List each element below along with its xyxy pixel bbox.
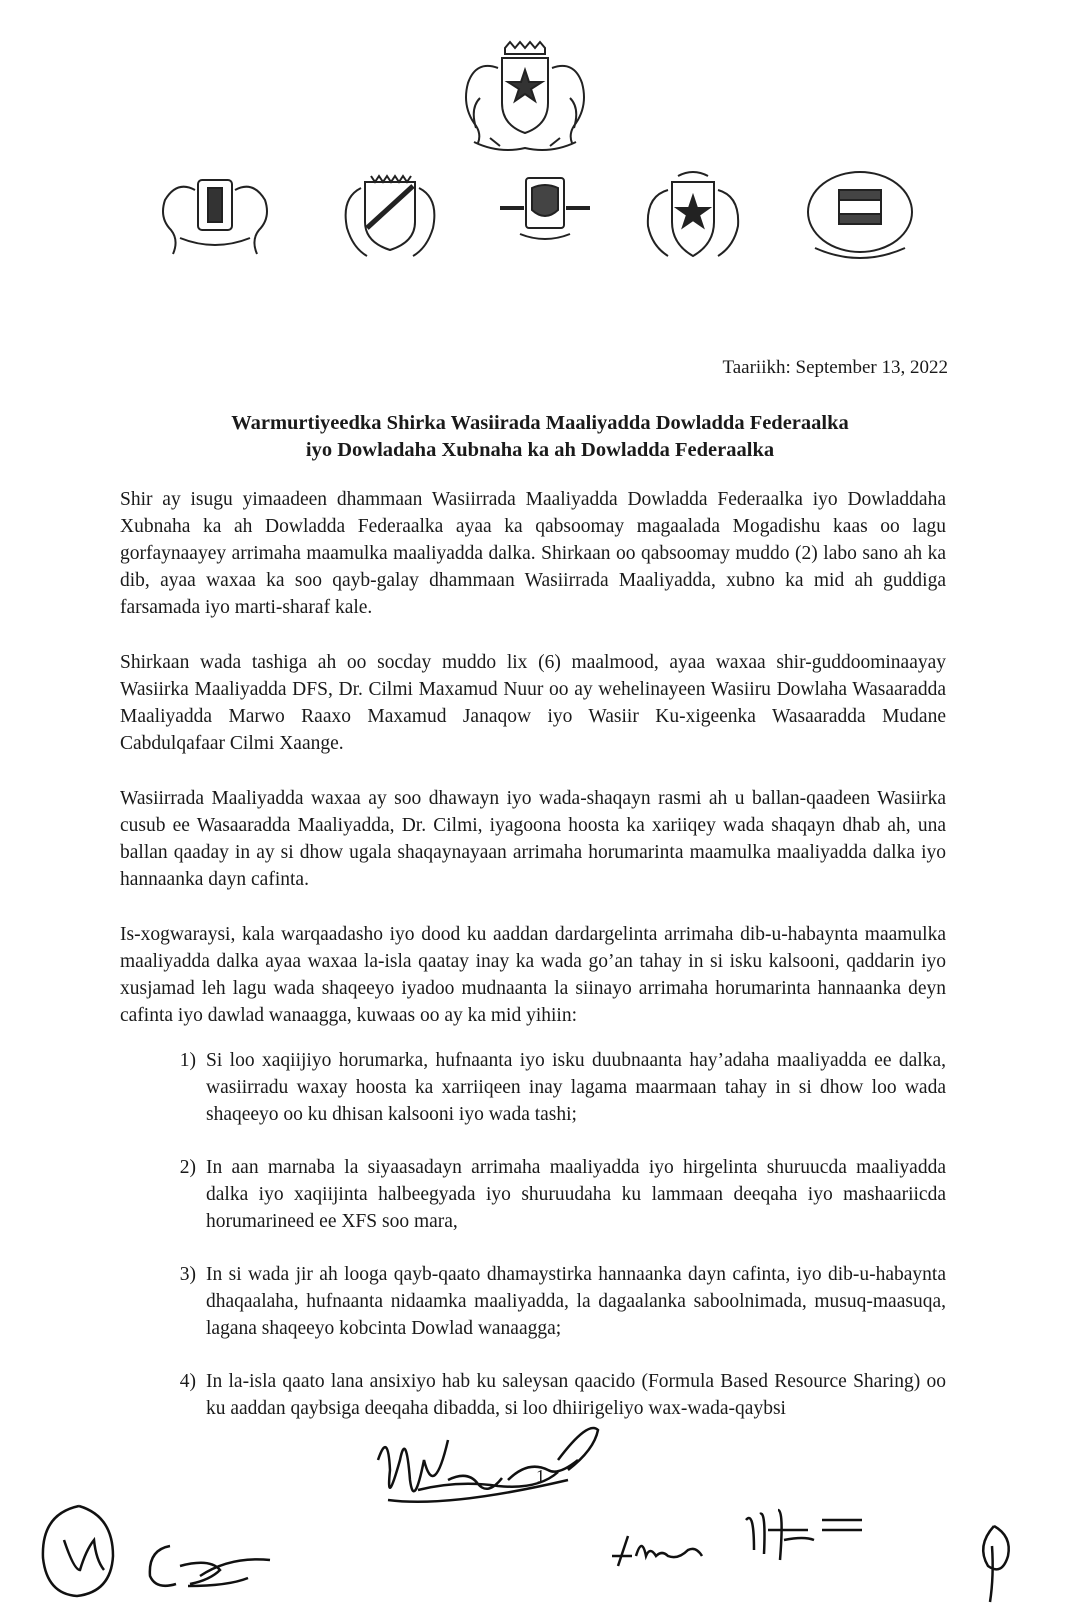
member-state-emblems [150, 168, 970, 268]
south-west-emblem-icon [480, 168, 610, 268]
signature-2-icon [140, 1536, 280, 1600]
signature-1-icon [34, 1500, 124, 1600]
paragraph: Shirkaan wada tashiga ah oo socday muddo lix (6) maalmood, ayaa waxaa shir-guddoominaayay Wasiirka Maaliyadda DFS, Dr. Cilmi Maxamud Nuur oo ay wehelinayeen Wasiiru Dowlaha Wasaaradda Maaliyadda Marwo Raaxo Maxamud Janaqow iyo Wasiir Ku-xigeenka Wasaaradda Mudane Cabdulqafaar Cilmi Xaange. [120, 652, 946, 754]
signature-4-icon [606, 1526, 706, 1576]
list-item-text: Si loo xaqiijiyo horumarka, hufnaanta iyo isku duubnaanta hay’adaha maaliyadda ee dalka, wasiirradu waxay hoosta ka xarriiqeen inay lagama maarmaan tahay in si dhow loo wada shaqeeyo oo ku dhisan kalsooni iyo wada tashi; [206, 1050, 946, 1125]
paragraph: Shir ay isugu yimaadeen dhammaan Wasiirrada Maaliyadda Dowladda Federaalka iyo Dowladdaha Xubnaha ka ah Dowladda Federaalka ayaa ka qabsoomay magaalada Mogadishu kaas oo lagu gorfaynaayey arrimaha maamulka maaliyadda dalka. Shirkaan oo qabsoomay muddo (2) labo sano ah ka dib, ayaa waxaa ka soo qayb-galay dhammaan Wasiirrada Maaliyadda, xubno ka mid ah guddiga farsamada iyo marti-sharaf kale. [120, 489, 946, 618]
list-item [120, 1047, 946, 1128]
list-item-number: 1) [179, 1050, 196, 1071]
list-item-number: 2) [179, 1157, 196, 1178]
paragraph: Is-xogwaraysi, kala warqaadasho iyo dood ku aaddan dardargelinta arrimaha dib-u-habaynta maamulka maaliyadda dalka ayaa waxaa la-isla qaatay inay ka wada go’an tahay in si isku kalsooni, qaddarin iyo xusjamad leh lagu wada shaqeeyo iyadoo mudnaanta la siinayo arrimaha horumarinta hannaanka deyn cafinta iyo dawlad wanaagga, kuwaas oo ay ka mid yihiin: [120, 924, 946, 1026]
paragraph: Wasiirrada Maaliyadda waxaa ay soo dhawayn iyo wada-shaqayn rasmi ah u ballan-qaadeen Wasiirka cusub ee Wasaaradda Maaliyadda, Dr. Cilmi, iyagoona hoosta ka xariiqey wada shaqayn dhab ah, una ballan qaaday in ay si dhow ugala shaqaynayaan arrimaha horumarinta maamulka maaliyadda dalka iyo hannaanka dayn cafinta. [120, 788, 946, 890]
list-item-text: In si wada jir ah looga qayb-qaato dhamaystirka hannaanka dayn cafinta, iyo dib-u-habaynta dhaqaalaha, hufnaanta nidaamka maaliyadda, la dagaalanka saboolnimada, musuq-maasuqa, lagana shaqeeyo kobcinta Dowlad wanaagga; [206, 1264, 946, 1339]
signature-5-icon [738, 1500, 868, 1570]
list-item-text: In la-isla qaato lana ansixiyo hab ku saleysan qaacido (Formula Based Resource Sharing) oo ku aaddan qaybsiga deeqaha dibadda, si loo dhiirigeliyo wax-wada-qaybsi [206, 1371, 946, 1419]
numbered-list [120, 1047, 946, 1422]
document-date: Taariikh: September 13, 2022 [722, 357, 948, 378]
title-line-1: Warmurtiyeedka Shirka Wasiirada Maaliyadda Dowladda Federaalka [231, 412, 849, 434]
list-item [120, 1154, 946, 1235]
signature-6-icon [970, 1516, 1020, 1606]
title-line-2: iyo Dowladaha Xubnaha ka ah Dowladda Federaalka [305, 439, 775, 461]
page-number: 1 [536, 1466, 545, 1486]
list-item [120, 1368, 946, 1422]
list-item-text: In aan marnaba la siyaasadayn arrimaha maaliyadda iyo hirgelinta shuruucda maaliyadda dalka iyo xaqiijinta halbeegyada iyo shuruudaha ku lammaan deeqaha iyo mashaariicda horumarineed ee XFS soo mara, [206, 1157, 946, 1232]
list-item-number: 3) [179, 1264, 196, 1285]
list-item-number: 4) [179, 1371, 196, 1392]
document-title [0, 410, 1080, 464]
puntland-emblem-icon [150, 168, 280, 268]
jubaland-emblem-icon [325, 168, 455, 268]
signature-3-icon [358, 1420, 618, 1540]
document-body [120, 486, 946, 1448]
somalia-coat-of-arms-icon [450, 38, 600, 158]
list-item [120, 1261, 946, 1342]
galmudug-emblem-icon [628, 168, 758, 268]
hirshabelle-emblem-icon [795, 168, 925, 268]
